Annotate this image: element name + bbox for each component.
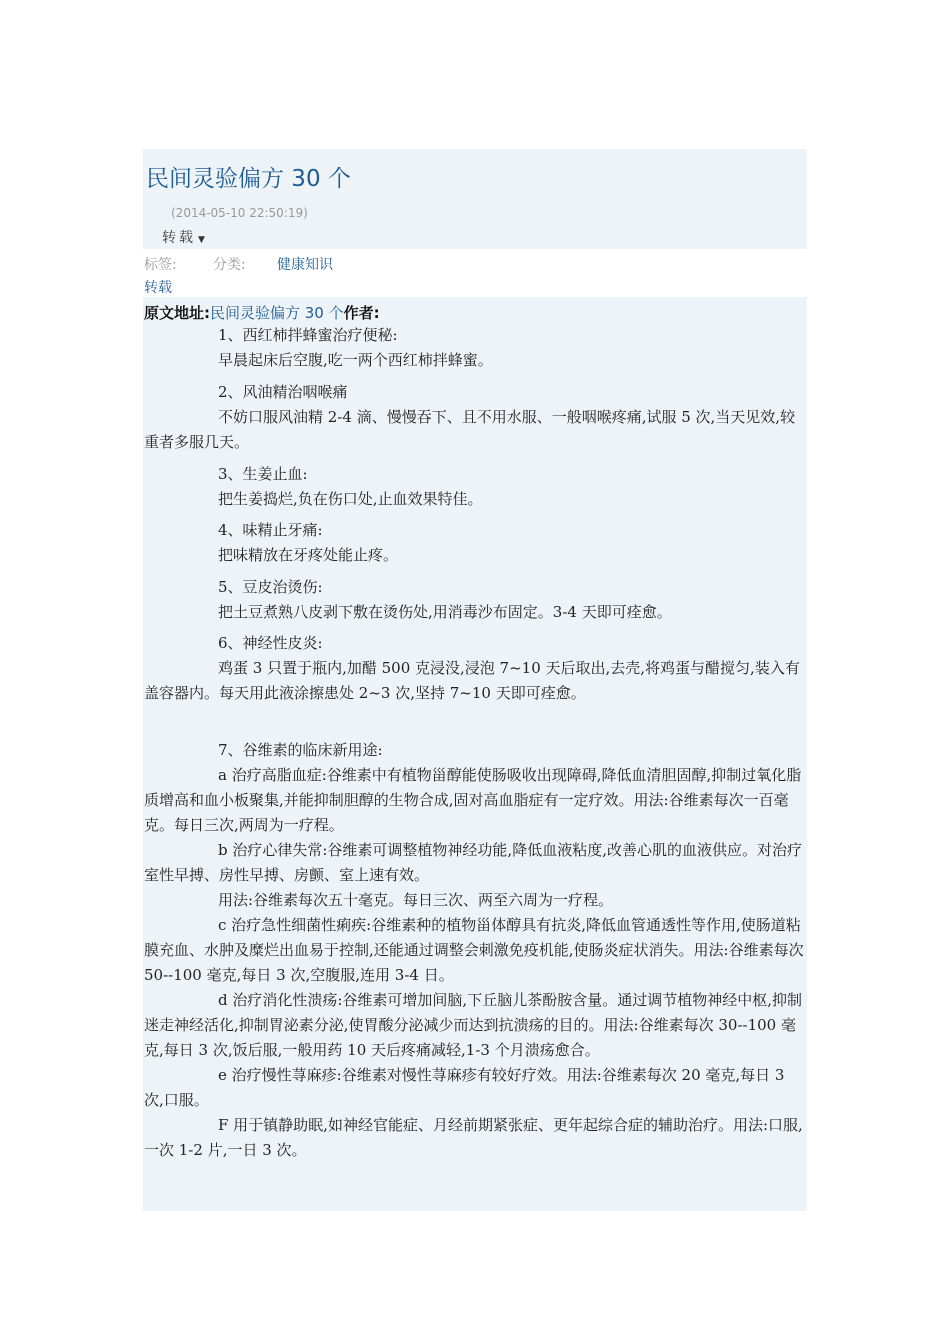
original-address-line	[144, 302, 380, 323]
item-7-f: F 用于镇静助眠,如神经官能症、月经前期紧张症、更年起综合症的辅助治疗。用法:口服,一次 1-2 片,一日 3 次。	[144, 1116, 803, 1159]
item-3-title: 3、生姜止血:	[218, 465, 308, 483]
repost-dropdown-label: 转载	[162, 230, 196, 246]
item-7-b: b 治疗心律失常:谷维素可调整植物神经功能,降低血液粘度,改善心肌的血液供应。对治疗室性早搏、房性早搏、房颤、室上速有效。	[144, 841, 802, 884]
item-7-title: 7、谷维素的临床新用途:	[218, 741, 383, 759]
item-5-title: 5、豆皮治烫伤:	[218, 578, 323, 596]
tags-label: 标签:	[144, 257, 177, 273]
item-3	[144, 462, 806, 512]
repost-dropdown-button[interactable]	[162, 227, 205, 247]
author-label: 作者:	[343, 304, 380, 322]
item-3-body: 把生姜捣烂,负在伤口处,止血效果特佳。	[218, 490, 483, 508]
item-5	[144, 575, 806, 625]
item-4	[144, 518, 806, 568]
original-address-link[interactable]: 民间灵验偏方 30 个	[210, 304, 344, 322]
item-7-e: e 治疗慢性荨麻疹:谷维素对慢性荨麻疹有较好疗效。用法:谷维素每次 20 毫克,每日 3 次,口服。	[144, 1066, 785, 1109]
item-6-body: 鸡蛋 3 只置于瓶内,加醋 500 克浸没,浸泡 7~10 天后取出,去壳,将鸡蛋与醋搅匀,装入有盖容器内。每天用此液涂擦患处 2~3 次,坚持 7~10 天即可痊愈。	[144, 659, 800, 702]
repost-link[interactable]: 转载	[144, 280, 172, 296]
item-7-c: c 治疗急性细菌性痢疾:谷维素种的植物甾体醇具有抗炎,降低血管通透性等作用,使肠道粘膜充血、水肿及糜烂出血易于控制,还能通过调整会刺激免疫机能,使肠炎症状消失。用法:谷维素每次 50--100 毫克,每日 3 次,空腹服,连用 3-4 日。	[144, 916, 804, 984]
chevron-down-icon: ▼	[198, 235, 205, 245]
original-address-label: 原文地址:	[144, 304, 210, 322]
item-4-title: 4、味精止牙痛:	[218, 521, 323, 539]
item-4-body: 把味精放在牙疼处能止疼。	[218, 546, 399, 564]
item-1	[144, 323, 806, 373]
category-label: 分类:	[213, 257, 246, 273]
category-link[interactable]: 健康知识	[277, 257, 333, 273]
item-7-b-usage: 用法:谷维素每次五十毫克。每日三次、两至六周为一疗程。	[218, 891, 614, 909]
item-1-body: 早晨起床后空腹,吃一两个西红柿拌蜂蜜。	[218, 351, 493, 369]
item-6	[144, 631, 806, 706]
post-date: (2014-05-10 22:50:19)	[171, 206, 308, 220]
item-6-title: 6、神经性皮炎:	[218, 634, 323, 652]
item-7-d: d 治疗消化性溃疡:谷维素可增加间脑,下丘脑儿茶酚胺含量。通过调节植物神经中枢,抑制迷走神经活化,抑制胃泌素分泌,使胃酸分泌减少而达到抗溃疡的目的。用法:谷维素每次 30--100 毫克,每日 3 次,饭后服,一般用药 10 天后疼痛减轻,1-3 个月溃疡愈合。	[144, 991, 802, 1059]
item-1-title: 1、西红柿拌蜂蜜治疗便秘:	[218, 326, 398, 344]
item-5-body: 把土豆煮熟八皮剥下敷在烫伤处,用消毒沙布固定。3-4 天即可痊愈。	[218, 603, 672, 621]
item-7	[144, 738, 806, 1163]
post-title[interactable]: 民间灵验偏方 30 个	[146, 166, 351, 192]
item-2	[144, 380, 806, 455]
item-2-title: 2、风油精治咽喉痛	[218, 383, 348, 401]
item-2-body: 不妨口服风油精 2-4 滴、慢慢吞下、且不用水服、一般咽喉疼痛,试服 5 次,当天见效,较重者多服几天。	[144, 408, 796, 451]
item-7-a: a 治疗高脂血症:谷维素中有植物甾醇能使肠吸收出现障碍,降低血清胆固醇,抑制过氧化脂质增高和血小板聚集,并能抑制胆醇的生物合成,固对高血脂症有一定疗效。用法:谷维素每次一百毫克。每日三次,两周为一疗程。	[144, 766, 802, 834]
